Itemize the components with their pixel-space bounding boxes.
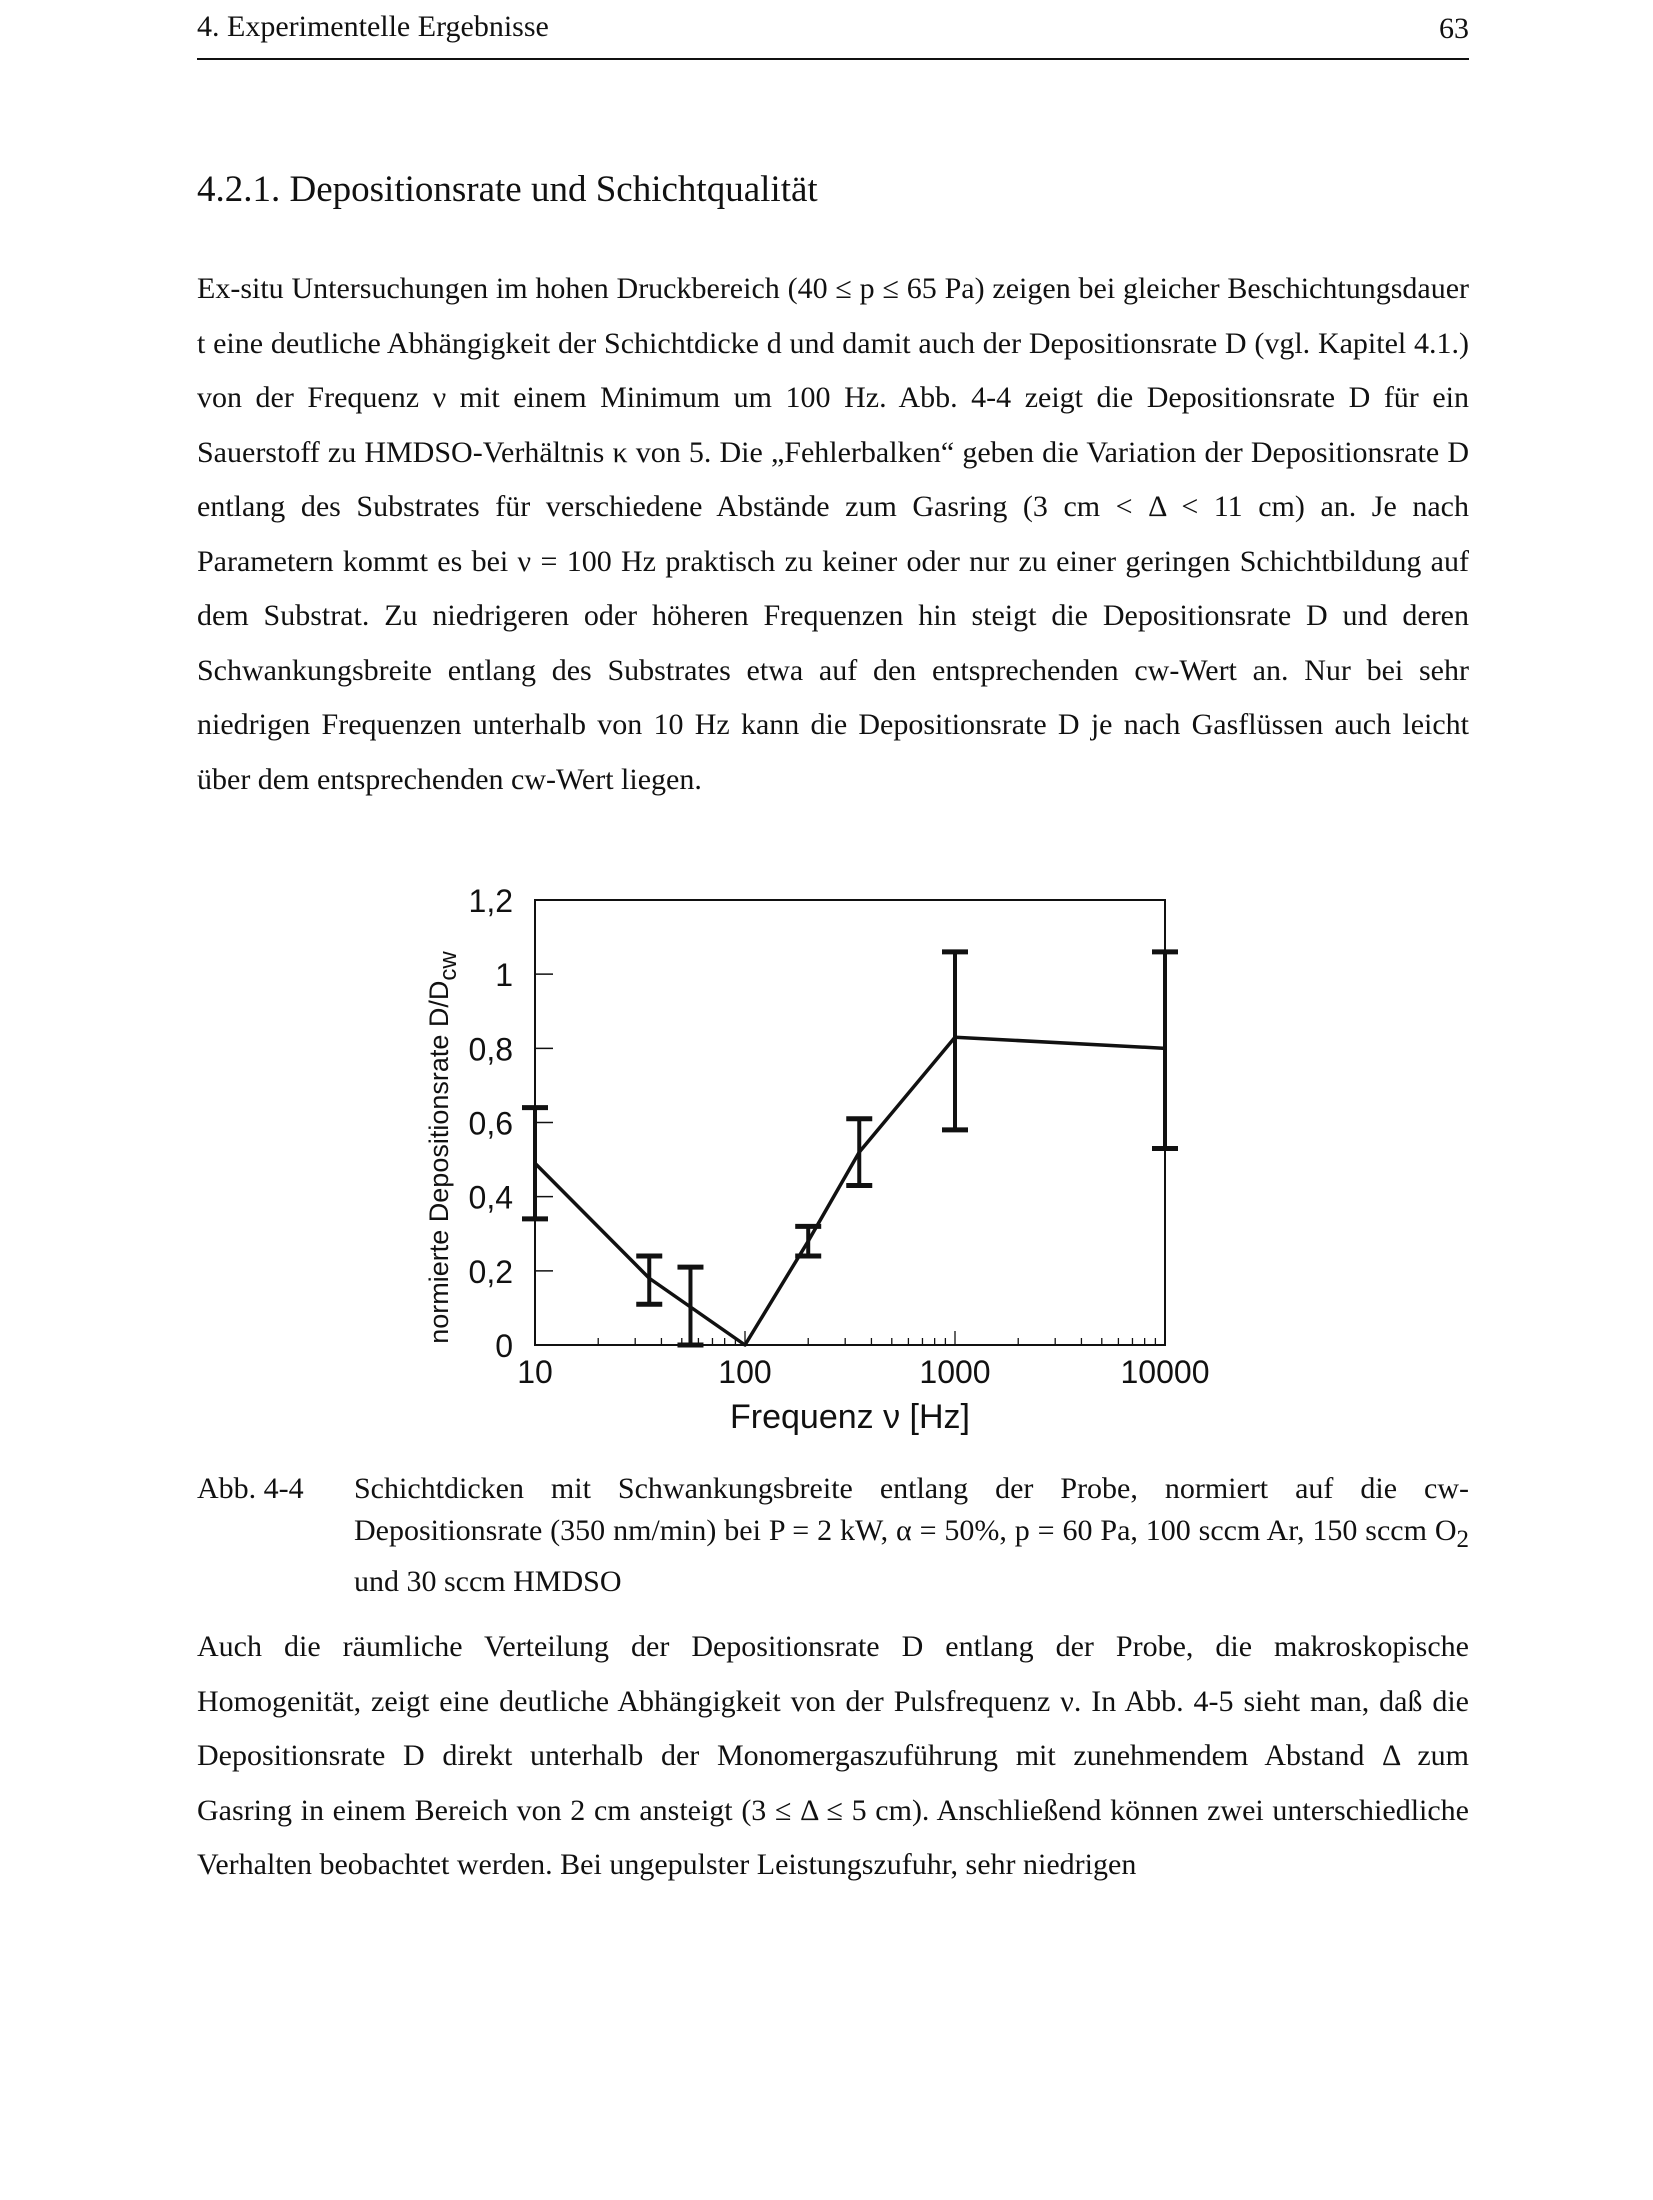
plot-frame (535, 900, 1165, 1345)
caption-text-main: Schichtdicken mit Schwankungsbreite entlang der Probe, normiert auf die cw-Depositionsrate (350 nm/min) bei P = 2 kW, α = 50%, p = 60 Pa, 100 sccm Ar, 150 sccm O (354, 1472, 1469, 1547)
section-title: 4.2.1. Depositionsrate und Schichtqualität (197, 169, 818, 210)
y-tick-label: 0 (495, 1328, 513, 1364)
y-tick-label: 1 (495, 957, 513, 994)
y-tick-label: 0,4 (468, 1179, 513, 1216)
x-axis-title: Frequenz ν [Hz] (730, 1398, 970, 1436)
x-tick-label: 1000 (919, 1354, 991, 1390)
caption-text (354, 1468, 1469, 1603)
y-tick-label: 0,2 (468, 1253, 513, 1290)
y-tick-label: 1,2 (468, 883, 513, 919)
chapter-title: 4. Experimentelle Ergebnisse (197, 10, 549, 43)
page-number: 63 (1439, 12, 1469, 45)
figure-chart (410, 870, 1240, 1450)
data-point (807, 1240, 810, 1243)
y-tick-label: 0,8 (468, 1031, 513, 1068)
y-axis-title-main: normierte Depositionsrate D/D (424, 980, 454, 1344)
y-tick-label: 0,6 (468, 1105, 513, 1142)
x-tick-label: 10000 (1120, 1354, 1210, 1390)
caption-text-end: und 30 sccm HMDSO (354, 1565, 622, 1598)
paragraph-1: Ex-situ Untersuchungen im hohen Druckbereich (40 ≤ p ≤ 65 Pa) zeigen bei gleicher Beschichtungsdauer t eine deutliche Abhängigkeit der Schichtdicke d und damit auch der Depositionsrate D (vgl. Kapitel 4.1.) von der Frequenz ν mit einem Minimum um 100 Hz. Abb. 4-4 zeigt die Depositionsrate D für ein Sauerstoff zu HMDSO-Verhältnis κ von 5. Die „Fehlerbalken“ geben die Variation der Depositionsrate D entlang des Substrates für verschiedene Abstände zum Gasring (3 cm < Δ < 11 cm) an. Je nach Parametern kommt es bei ν = 100 Hz praktisch zu keiner oder nur zu einer geringen Schichtbildung auf dem Substrat. Zu niedrigeren oder höheren Frequenzen hin steigt die Depositionsrate D und deren Schwankungsbreite entlang des Substrates etwa auf den entsprechenden cw-Wert an. Nur bei sehr niedrigen Frequenzen unterhalb von 10 Hz kann die Depositionsrate D je nach Gasflüssen auch leicht über dem entsprechenden cw-Wert liegen. (197, 272, 1469, 796)
paragraph-2: Auch die räumliche Verteilung der Depositionsrate D entlang der Probe, die makroskopische Homogenität, zeigt eine deutliche Abhängigkeit von der Pulsfrequenz ν. In Abb. 4-5 sieht man, daß die Depositionsrate D direkt unterhalb der Monomergaszuführung mit zunehmendem Abstand Δ zum Gasring in einem Bereich von 2 cm ansteigt (3 ≤ Δ ≤ 5 cm). Anschließend können zwei unterschiedliche Verhalten beobachtet werden. Bei ungepulster Leistungszufuhr, sehr niedrigen (197, 1630, 1469, 1881)
data-point (648, 1277, 651, 1280)
data-point (858, 1151, 861, 1154)
data-point (744, 1344, 747, 1347)
caption-subscript: 2 (1456, 1526, 1469, 1553)
data-point (534, 1162, 537, 1165)
data-point (1164, 1047, 1167, 1050)
chart-svg (410, 870, 1240, 1450)
running-header (197, 10, 1469, 60)
y-axis-title-sub: cw (435, 951, 462, 981)
x-tick-label: 10 (517, 1354, 553, 1390)
series-line (535, 1037, 1165, 1345)
caption-label: Abb. 4-4 (197, 1472, 304, 1505)
y-axis-title (424, 951, 462, 1344)
x-tick-label: 100 (718, 1354, 772, 1390)
data-point (954, 1036, 957, 1039)
